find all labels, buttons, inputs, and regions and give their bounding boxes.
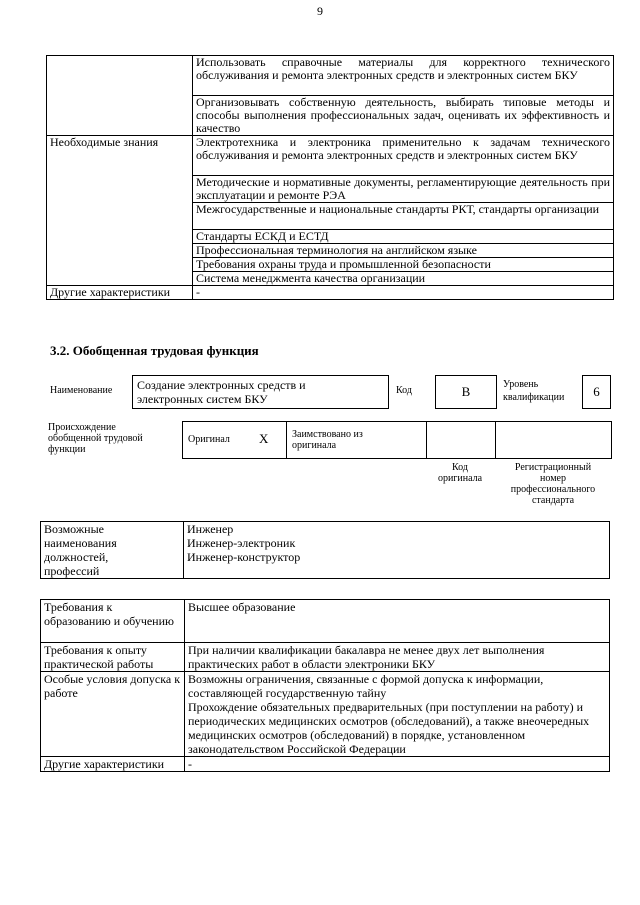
row-label: Другие характеристики [41,757,185,772]
table-row [41,672,610,757]
list-item: Инженер [187,522,234,536]
level-label-line: квалификации [503,392,565,403]
table-cell: Организовывать собственную деятельность, выбирать типовые методы и способы выполнения профессиональных задач, оценивать их эффективность и качество [193,96,614,136]
table-cell: При наличии квалификации бакалавра не менее двух лет выполнения практических работ в области электроники БКУ [185,643,610,672]
list-item: Инженер-электроник [187,536,296,550]
table-row [47,136,614,176]
table-cell: - [193,286,614,300]
divider [495,421,496,459]
borrowed-label-line: Заимствовано из [292,429,363,440]
table-cell: Межгосударственные и национальные стандарты РКТ, стандарты организации [193,203,614,230]
condition-text: Прохождение обязательных предварительных (при поступлении на работу) и периодических медицинских осмотров (обследований), а также внеочередных медицинских осмотров (обследований) в порядке, установленном законодательством Российской Федерации [188,700,590,756]
table-row [41,757,610,772]
caption-line: Код [452,462,468,473]
original-label: Оригинал [188,434,230,445]
table-cell: Использовать справочные материалы для корректного технического обслуживания и ремонта электронных средств и электронных систем БКУ [193,56,614,96]
function-name-box [132,375,389,409]
table-cell [185,672,610,757]
table-cell: Электротехника и электроника применительно к задачам технического обслуживания и ремонта электронных средств и электронных систем БКУ [193,136,614,176]
table-row [41,643,610,672]
list-item: Инженер-конструктор [187,550,301,564]
origin-label [48,422,143,455]
table-cell: Требования охраны труда и промышленной безопасности [193,258,614,272]
origin-label-line: функции [48,444,86,455]
code-original-caption [430,462,490,484]
table-cell: Профессиональная терминология на английском языке [193,244,614,258]
function-name-line: электронных систем БКУ [137,392,268,406]
label-line: профессий [44,564,100,578]
level-label [503,379,564,403]
caption-line: стандарта [531,495,575,506]
knowledge-table [46,55,614,300]
label-line: Возможные [44,522,104,536]
table-row [47,286,614,300]
caption-line: профессионального [510,484,596,495]
positions-label [41,522,184,579]
code-value-box: B [435,375,497,409]
row-label: Особые условия допуска к работе [41,672,185,757]
divider [286,421,287,459]
label-line: наименования [44,536,117,550]
requirements-table [40,599,610,772]
row-label: Требования к опыту практической работы [41,643,185,672]
label-line: должностей, [44,550,109,564]
section-title: 3.2. Обобщенная трудовая функция [50,343,259,358]
caption-line: оригинала [437,473,483,484]
positions-table [40,521,610,579]
level-value-box: 6 [582,375,611,409]
code-label: Код [396,385,412,396]
condition-text: Возможны ограничения, связанные с формой допуска к информации, составляющей государственную тайну [188,672,544,700]
positions-list [184,522,610,579]
original-mark: X [259,431,269,446]
table-cell: Система менеджмента качества организации [193,272,614,286]
row-label: Необходимые знания [47,136,193,286]
borrowed-label [292,429,363,451]
row-label: Другие характеристики [47,286,193,300]
function-name-line: Создание электронных средств и [137,378,306,392]
origin-row [182,421,612,459]
caption-line: номер [540,473,566,484]
table-cell: Методические и нормативные документы, регламентирующие деятельность при эксплуатации и ремонте РЭА [193,176,614,203]
page-number: 9 [317,4,323,18]
borrowed-label-line: оригинала [292,440,337,451]
table-row [47,56,614,96]
row-label [47,56,193,136]
table-row [41,522,610,579]
table-cell: - [185,757,610,772]
reg-number-caption [497,462,609,506]
table-cell: Высшее образование [185,600,610,643]
caption-line: Регистрационный [514,462,592,473]
level-label-line: Уровень [503,379,539,390]
origin-label-line: Происхождение [48,422,116,433]
table-cell: Стандарты ЕСКД и ЕСТД [193,230,614,244]
origin-label-line: обобщенной трудовой [48,433,143,444]
table-row [41,600,610,643]
divider [426,421,427,459]
name-label: Наименование [50,385,113,396]
row-label: Требования к образованию и обучению [41,600,185,643]
